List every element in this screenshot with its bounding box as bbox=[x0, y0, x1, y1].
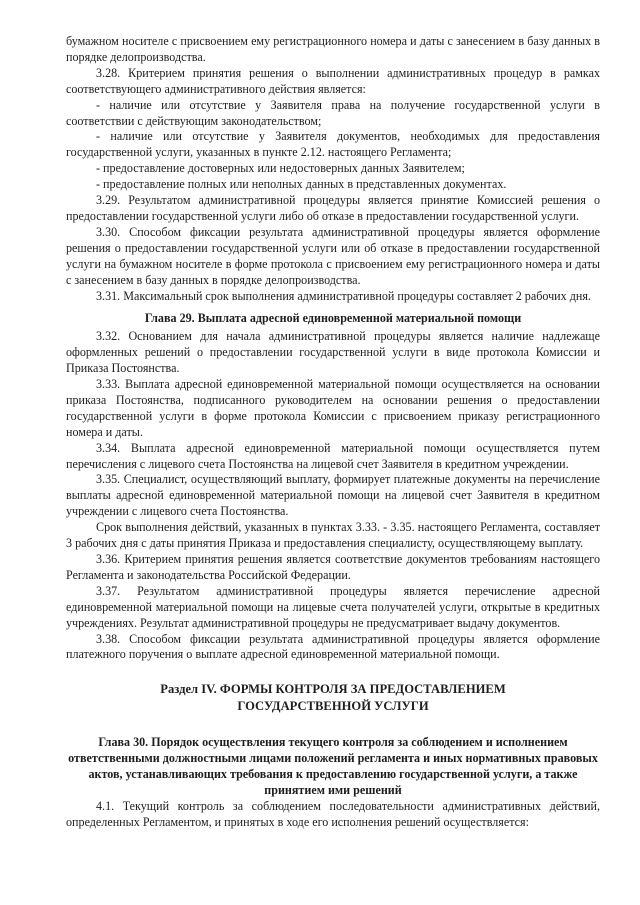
paragraph: 3.36. Критерием принятия решения является соответствие документов требованиям настоящего Регламента и законодательства Российской Федерации. bbox=[66, 552, 600, 582]
section-4-heading-line: ГОСУДАРСТВЕННОЙ УСЛУГИ bbox=[237, 699, 429, 714]
paragraph: 3.37. Результатом административной процедуры является перечисление адресной единовременной материальной помощи на лицевые счета получателей услуги, открытые в кредитных учреждениях. Результат административной процедуры не предусматривает выдачу документов. bbox=[66, 583, 600, 630]
list-item: - наличие или отсутствие у Заявителя документов, необходимых для предоставления государственной услуги, указанных в пункте 2.12. настоящего Регламента; bbox=[66, 129, 600, 160]
list-item: - предоставление достоверных или недостоверных данных Заявителем; bbox=[96, 161, 465, 176]
chapter-29-heading: Глава 29. Выплата адресной единовременной материальной помощи bbox=[144, 311, 522, 326]
paragraph: 3.30. Способом фиксации результата административной процедуры является оформление решения о предоставлении государственной услуги или об отказе в предоставлении государственной услуги на бумажном носителе в форме протокола с присвоением ему регистрационного номера и даты с занесением в базу данных в порядке делопроизводства. bbox=[66, 224, 600, 287]
list-item: - наличие или отсутствие у Заявителя права на получение государственной услуги в соответствии с действующим законодательством; bbox=[66, 97, 600, 128]
list-item: - предоставление полных или неполных данных в представленных документах. bbox=[96, 177, 507, 192]
section-4-heading bbox=[66, 681, 600, 715]
paragraph: 3.31. Максимальный срок выполнения административной процедуры составляет 2 рабочих дня. bbox=[96, 288, 591, 303]
paragraph: 3.28. Критерием принятия решения о выполнении административных процедур в рамках соответствующего административного действия является: bbox=[66, 65, 600, 96]
paragraph: 3.32. Основанием для начала административной процедуры является наличие надлежаще оформленных решений о предоставлении государственной услуги в виде протокола Комиссии и Приказа Постоянства. bbox=[66, 329, 600, 376]
paragraph: 3.38. Способом фиксации результата административной процедуры является оформление платежного поручения о выплате адресной единовременной материальной помощи. bbox=[66, 631, 600, 662]
paragraph: 4.1. Текущий контроль за соблюдением последовательности административных действий, определенных Регламентом, и принятых в ходе его исполнения решений осуществляется: bbox=[66, 798, 600, 829]
paragraph: 3.35. Специалист, осуществляющий выплату, формирует платежные документы на перечисление выплаты адресной единовременной материальной помощи на лицевой счет Заявителя в кредитном учреждении с лицевого счета Постоянства. bbox=[66, 472, 600, 519]
paragraph: бумажном носителе с присвоением ему регистрационного номера и даты с занесением в базу данных в порядке делопроизводства. bbox=[66, 34, 600, 64]
paragraph: 3.34. Выплата адресной единовременной материальной помощи осуществляется путем перечисления с лицевого счета Постоянства на лицевой счет Заявителя в кредитном учреждении. bbox=[66, 440, 600, 471]
section-4-heading-line: Раздел IV. ФОРМЫ КОНТРОЛЯ ЗА ПРЕДОСТАВЛЕНИЕМ bbox=[160, 682, 506, 697]
paragraph: Срок выполнения действий, указанных в пунктах 3.33. - 3.35. настоящего Регламента, составляет 3 рабочих дня с даты принятия Приказа и предоставления специалисту, осуществляющему выплату. bbox=[66, 520, 600, 551]
chapter-30-heading: Глава 30. Порядок осуществления текущего контроля за соблюдением и исполнением ответственными должностными лицами положений регламента и иных нормативных правовых актов, устанавливающих требования к предоставлению государственной услуги, а также принятием ими решений bbox=[68, 735, 598, 798]
paragraph: 3.29. Результатом административной процедуры является принятие Комиссией решения о предоставлении государственной услуги либо об отказе в предоставлении государственной услуги. bbox=[66, 193, 600, 223]
paragraph: 3.33. Выплата адресной единовременной материальной помощи осуществляется на основании приказа Постоянства, подписанного руководителем на основании решения о предоставлении государственной услуги в форме протокола Комиссии с присвоением приказу регистрационного номера и даты. bbox=[66, 377, 600, 439]
